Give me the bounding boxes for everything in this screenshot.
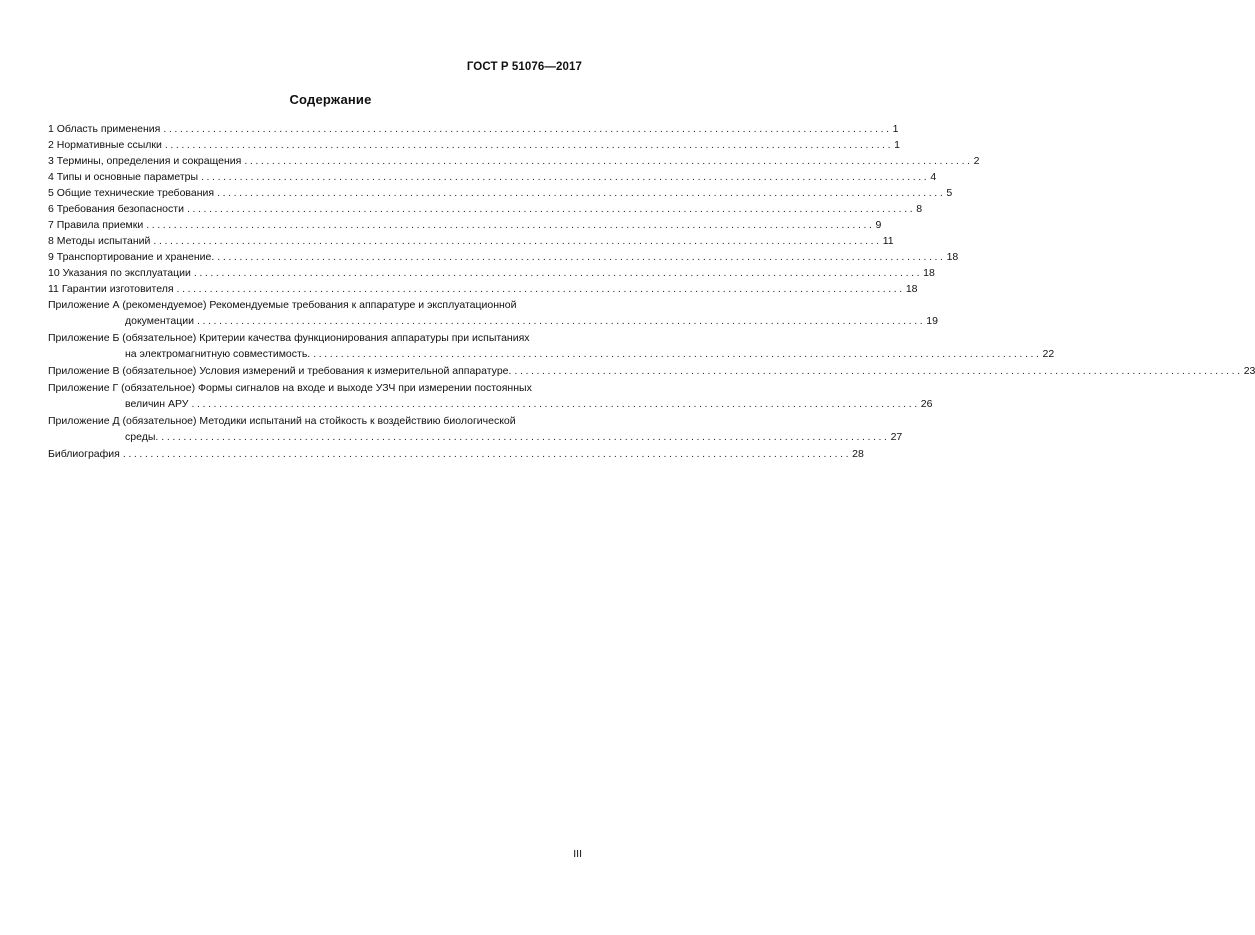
toc-entry-label: 6 Требования безопасности: [48, 203, 184, 215]
dot-leader: ....................................................................................................................................: [191, 398, 920, 410]
toc-entry-page: 19: [926, 315, 938, 327]
toc-entry-page: 18: [923, 267, 935, 279]
toc-entry-6[interactable]: [48, 201, 923, 217]
toc-appendix-d[interactable]: [48, 413, 903, 445]
toc-entry-label-continued: среды.: [125, 431, 159, 443]
toc-entry-page: 8: [916, 203, 923, 215]
toc-entry-label-continued: на электромагнитную совместимость.: [125, 348, 311, 360]
toc-entry-label: 3 Термины, определения и сокращения: [48, 155, 242, 167]
dot-leader: ....................................................................................................................................: [244, 155, 973, 167]
toc-entry-5[interactable]: [48, 185, 953, 201]
toc-appendix-v[interactable]: [48, 363, 1255, 379]
table-of-contents: [48, 121, 1255, 462]
toc-entry-page: 26: [920, 398, 933, 410]
toc-bibliography[interactable]: [48, 446, 864, 462]
document-code: ГОСТ Р 51076—2017: [466, 61, 582, 73]
dot-leader: ....................................................................................................................................: [153, 235, 882, 247]
dot-leader: ....................................................................................................................................: [193, 267, 923, 279]
dot-leader: ....................................................................................................................................: [217, 251, 946, 263]
toc-entry-7[interactable]: [48, 217, 882, 233]
toc-entry-page: 22: [1042, 348, 1055, 360]
toc-entry-label: Приложение Б (обязательное) Критерии качества функционирования аппаратуры при испытаниях: [48, 332, 530, 344]
toc-entry-2[interactable]: [48, 137, 900, 153]
toc-title: Содержание: [289, 92, 372, 107]
toc-appendix-a[interactable]: [48, 297, 938, 329]
toc-entry-label: 8 Методы испытаний: [48, 235, 151, 247]
dot-leader: ....................................................................................................................................: [514, 365, 1243, 377]
toc-entry-page: 18: [905, 283, 918, 295]
dot-leader: ....................................................................................................................................: [163, 123, 892, 135]
toc-entry-label: 11 Гарантии изготовителя: [48, 283, 174, 295]
toc-entry-page: 11: [882, 235, 894, 247]
toc-entry-9[interactable]: [48, 249, 959, 265]
toc-entry-page: 28: [852, 448, 864, 460]
toc-entry-label: Приложение Д (обязательное) Методики испытаний на стойкость к воздействию биологической: [48, 415, 516, 427]
toc-appendix-g[interactable]: [48, 380, 933, 412]
toc-appendix-b[interactable]: [48, 330, 1055, 362]
toc-entry-label: 2 Нормативные ссылки: [48, 139, 162, 151]
toc-entry-label: Библиография: [48, 448, 120, 460]
toc-entry-page: 4: [930, 171, 937, 183]
toc-entry-label: 10 Указания по эксплуатации: [48, 267, 191, 279]
dot-leader: ....................................................................................................................................: [201, 171, 930, 183]
toc-entry-page: 2: [973, 155, 980, 167]
page-number: III: [573, 848, 582, 860]
dot-leader: ....................................................................................................................................: [146, 219, 875, 231]
dot-leader: ....................................................................................................................................: [217, 187, 946, 199]
toc-entry-label: 1 Область применения: [48, 123, 161, 135]
toc-entry-label-continued: величин АРУ: [125, 398, 189, 410]
toc-entry-8[interactable]: [48, 233, 894, 249]
dot-leader: ....................................................................................................................................: [186, 203, 916, 215]
dot-leader: ....................................................................................................................................: [176, 283, 905, 295]
toc-entry-11[interactable]: [48, 281, 918, 297]
toc-entry-label: Приложение В (обязательное) Условия измерений и требования к измерительной аппаратуре.: [48, 365, 512, 377]
toc-entry-1[interactable]: [48, 121, 899, 137]
toc-entry-page: 9: [875, 219, 882, 231]
toc-entry-label-continued: документации: [125, 315, 194, 327]
toc-entry-4[interactable]: [48, 169, 937, 185]
toc-entry-page: 27: [890, 431, 903, 443]
toc-entry-page: 5: [946, 187, 953, 199]
dot-leader: ....................................................................................................................................: [313, 348, 1042, 360]
dot-leader: ....................................................................................................................................: [164, 139, 894, 151]
dot-leader: ....................................................................................................................................: [122, 448, 852, 460]
toc-entry-label: Приложение А (рекомендуемое) Рекомендуемые требования к аппаратуре и эксплуатационной: [48, 299, 517, 311]
toc-entry-page: 18: [946, 251, 959, 263]
toc-entry-label: 9 Транспортирование и хранение.: [48, 251, 215, 263]
toc-entry-page: 1: [894, 139, 900, 151]
toc-entry-3[interactable]: [48, 153, 980, 169]
toc-entry-label: Приложение Г (обязательное) Формы сигналов на входе и выходе УЗЧ при измерении постоянных: [48, 382, 532, 394]
toc-entry-label: 5 Общие технические требования: [48, 187, 215, 199]
dot-leader: ....................................................................................................................................: [161, 431, 890, 443]
toc-entry-10[interactable]: [48, 265, 935, 281]
toc-entry-label: 7 Правила приемки: [48, 219, 144, 231]
toc-entry-page: 23: [1243, 365, 1255, 377]
toc-entry-page: 1: [892, 123, 899, 135]
toc-entry-label: 4 Типы и основные параметры: [48, 171, 199, 183]
dot-leader: ....................................................................................................................................: [196, 315, 926, 327]
